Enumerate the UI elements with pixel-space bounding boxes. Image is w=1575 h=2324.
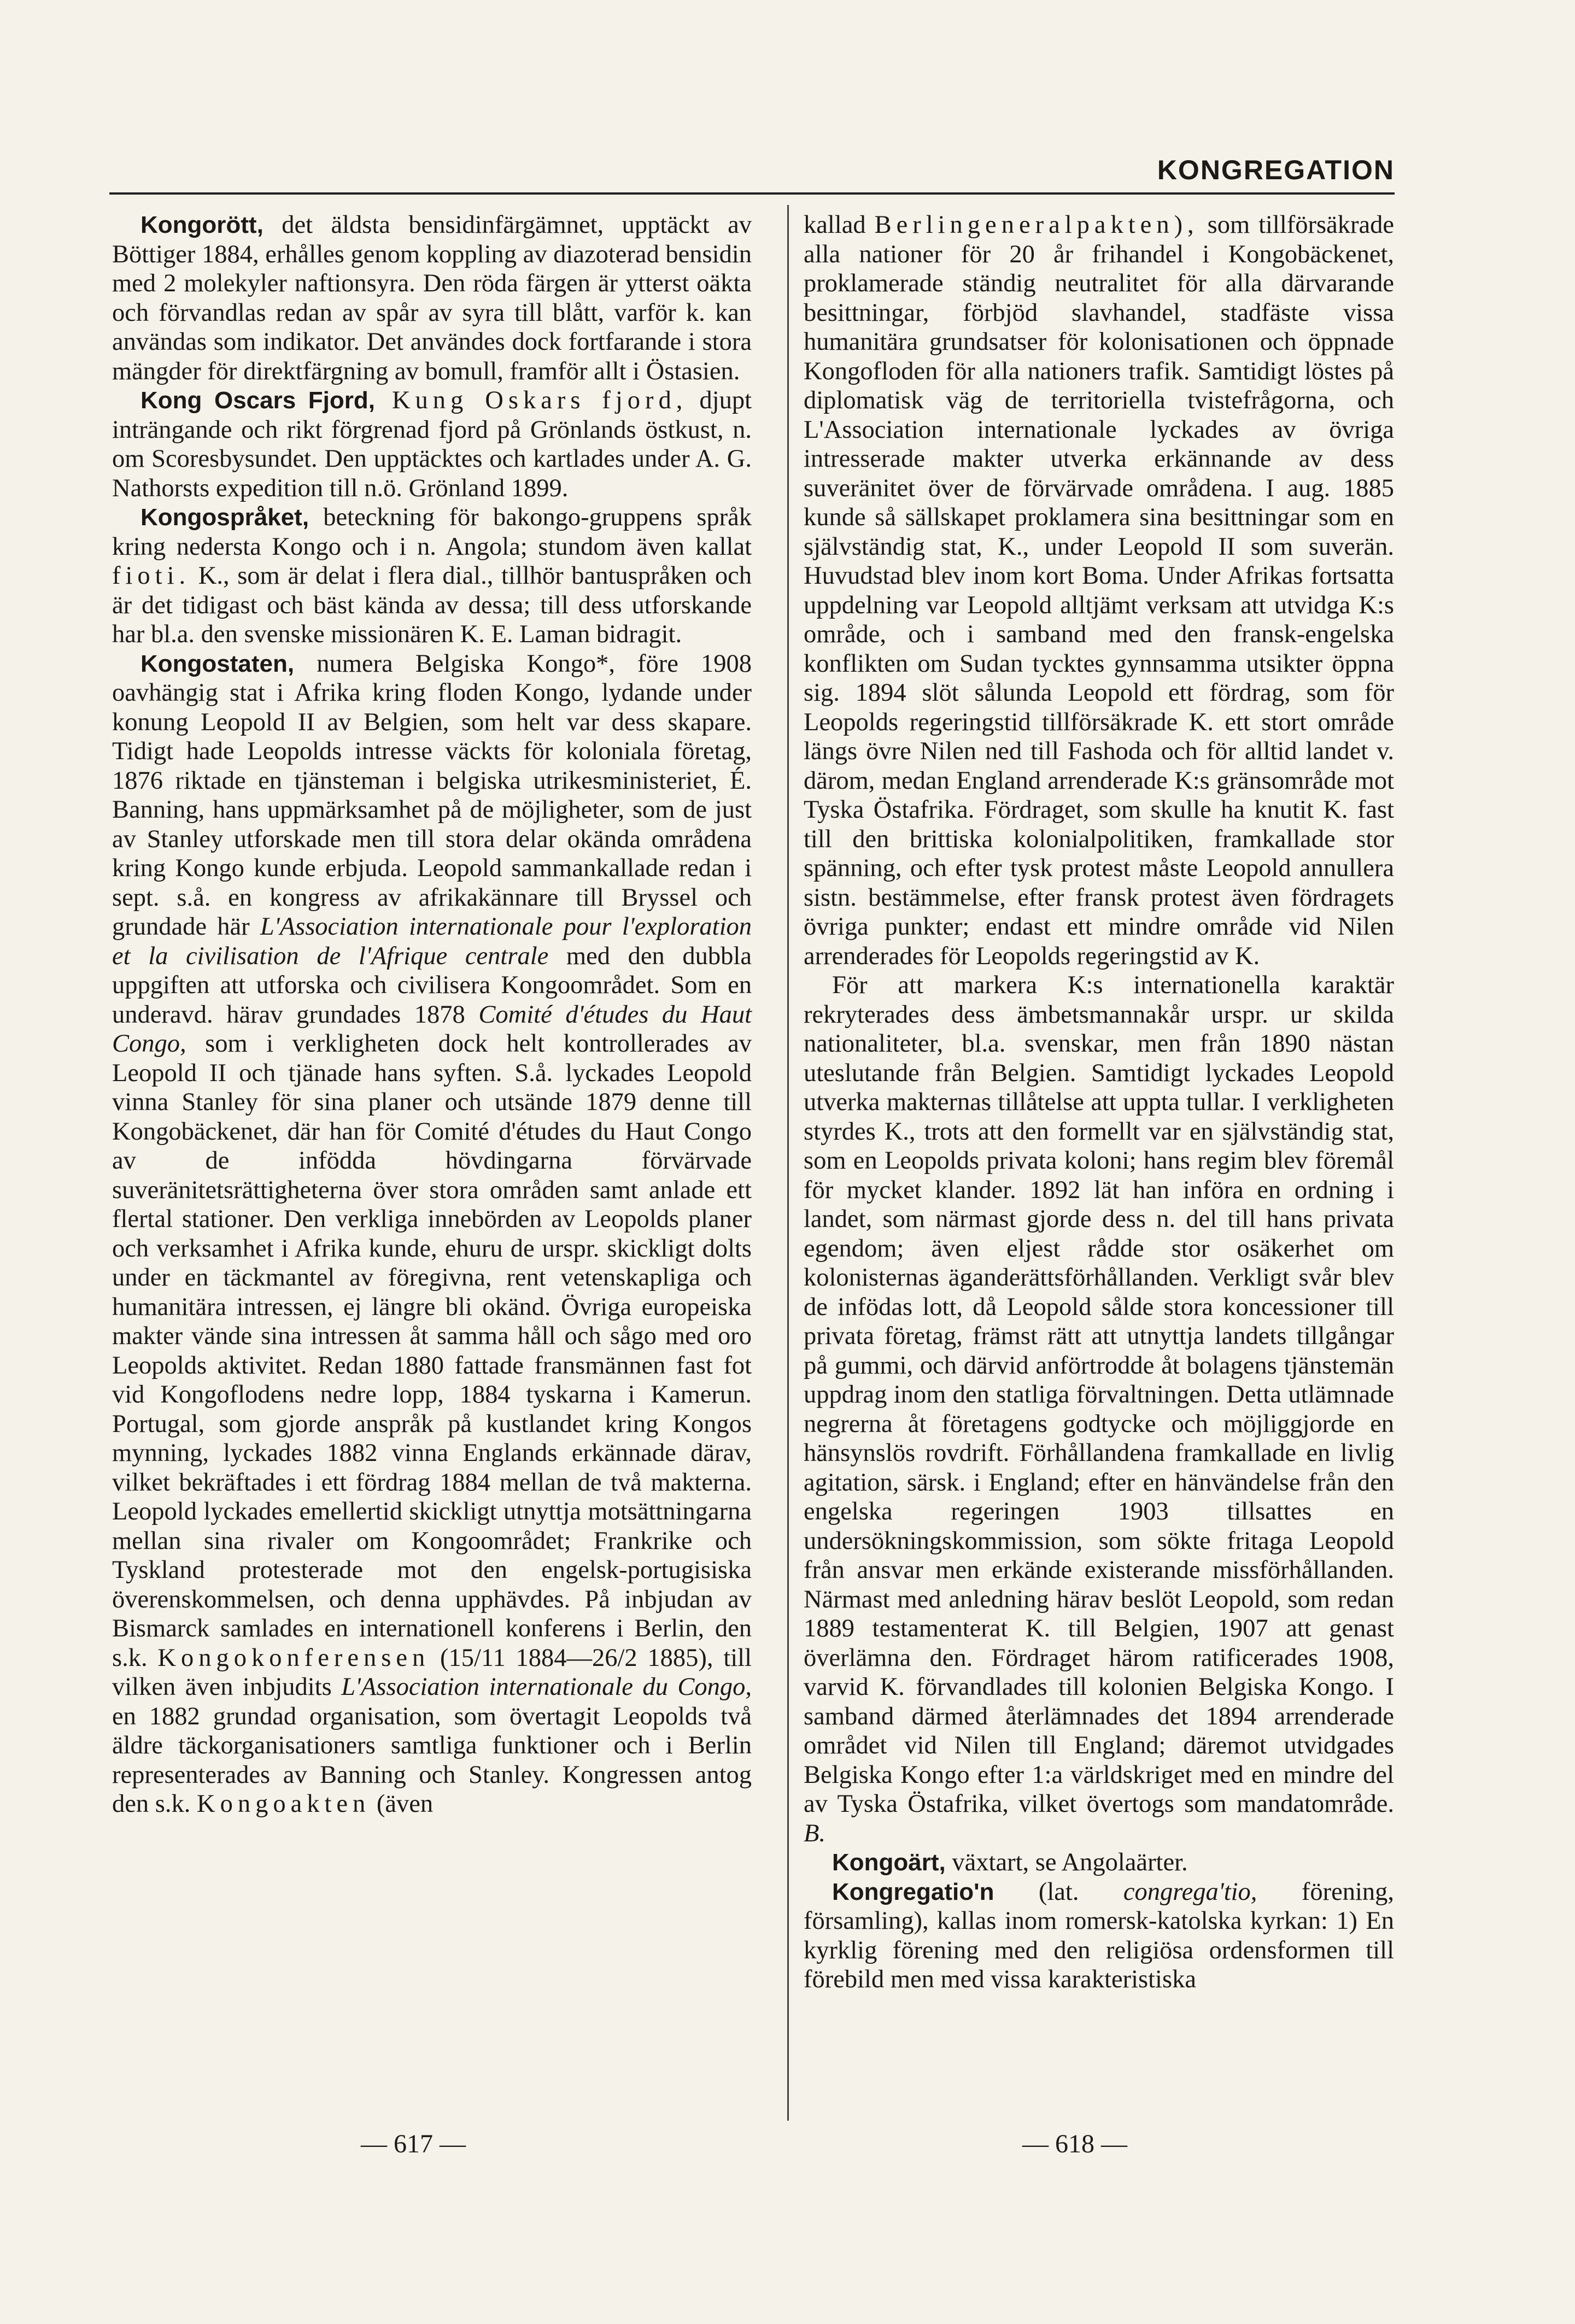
spaced-term: Berlingeneralpakten),: [874, 211, 1199, 239]
running-head: KONGREGATION: [1157, 155, 1395, 185]
headword: Kongostaten,: [140, 650, 295, 677]
entry-kongorott: [112, 210, 752, 386]
entry-kongoart: [804, 1848, 1394, 1877]
headword: Kongospråket,: [140, 504, 309, 531]
entry-text: kallad: [804, 211, 875, 239]
entry-kong-oscars-fjord: [112, 386, 752, 503]
column-divider: [787, 205, 789, 2121]
entry-text: som i verkligheten dock helt kontrollerades av Leopold II och tjänade hans syften. S.å. lyckades Leopold vinna Stanley för sina planer och utsände 1879 denne till Kongobäckenet, där han för Comité d'études du Haut Congo av de infödda hövdingarna förvärvade suveränitetsrättigheterna över stora områden samt anlade ett flertal stationer. Den verkliga innebörden av Leopolds planer och verksamhet i Afrika kunde, ehuru de urspr. skickligt dolts under en täckmantel av föregivna, rent vetenskapliga och humanitära intressen, ej längre bli okänd. Övriga europeiska makter vände sina intressen åt samma håll och sågo med oro Leopolds aktivitet. Redan 1880 fattade fransmännen fast fot vid Kongoflodens nedre lopp, 1884 tyskarna i Kamerun. Portugal, som gjorde anspråk på kustlandet kring Kongos mynning, lyckades 1882 vinna Englands erkännade därav, vilket bekräftades i ett fördrag 1884 mellan de två makterna. Leopold lyckades emellertid skickligt utnyttja motsättningarna mellan sina rivaler om Kongoområdet; Frankrike och Tyskland protesterade mot den engelsk-portugisiska överenskommelsen, och denna upphävdes. På inbjudan av Bismarck samlades en internationell konferens i Berlin, den s.k.: [112, 1030, 752, 1672]
left-column: [112, 210, 752, 1819]
italic-term: congrega'tio,: [1123, 1877, 1257, 1906]
spaced-term: Kongokonferensen: [157, 1644, 430, 1672]
entry-kongostaten-continued: [804, 210, 1394, 971]
entry-text: som tillförsäkrade alla nationer för 20 år frihandel i Kongobäckenet, proklamerade ständig neutralitet för alla därvarande besittningar, förbjöd slavhandel, stadfäste vissa humanitära grundsatser för kolonisationen och öppnade Kongofloden för alla nationers trafik. Samtidigt löstes på diplomatisk väg de territoriella tvistefrågorna, och L'Association internationale lyckades av övriga intresserade makter utverka erkännande av dess suveränitet över de förvärvade områdena. I aug. 1885 kunde så sällskapet proklamera sina besittningar som en självständig stat, K., under Leopold II som suverän. Huvudstad blev inom kort Boma. Under Afrikas fortsatta uppdelning var Leopold alltjämt verksam att utvidga K:s område, och i samband med den fransk-engelska konflikten om Sudan tycktes gynnsamma utsikter öppna sig. 1894 slöt sålunda Leopold ett fördrag, som för Leopolds regeringstid tillförsäkrade K. ett stort område längs övre Nilen ned till Fashoda och för alltid landet v. därom, medan England arrenderade K:s gränsområde mot Tyska Östafrika. Fördraget, som skulle ha knutit K. fast till den brittiska kolonialpolitiken, framkallade stor spänning, och efter tysk protest måste Leopold annullera sistn. bestämmelse, efter fransk protest även fördragets övriga punkter; endast ett mindre område vid Nilen arrenderades för Leopolds regeringstid av K.: [804, 211, 1394, 970]
entry-text: För att markera K:s internationella karaktär rekryterades dess ämbetsmannakår urspr. ur skilda nationaliteter, bl.a. svenskar, men från 1890 nästan uteslutande från Belgien. Samtidigt lyckades Leopold utverka makternas tillåtelse att uppta tullar. I verkligheten styrdes K., trots att den formellt var en självständig stat, som en Leopolds privata koloni; hans regim blev föremål för mycket klander. 1892 lät han införa en ordning i landet, som närmast gjorde dess n. del till hans privata egendom; även eljest rådde stor osäkerhet om kolonisternas äganderättsförhållanden. Verkligt svår blev de infödas lott, då Leopold sålde stora koncessioner till privata företag, främst rätt att utnyttja landets tillgångar på gummi, och därvid anförtrodde åt bolagens tjänstemän uppdrag inom den statliga förvaltningen. Detta utlämnade negrerna åt företagens godtycke och möjliggjorde en hänsynslös rovdrift. Förhållandena framkallade en livlig agitation, särsk. i England; efter en hänvändelse från den engelska regeringen 1903 tillsattes en undersökningskommission, som sökte fritaga Leopold från ansvar men erkände existerande missförhållanden. Närmast med anledning härav beslöt Leopold, som redan 1889 testamenterat K. till Belgien, 1907 att genast överlämna den. Fördraget härom ratificerades 1908, varvid K. förvandlades till kolonien Belgiska Kongo. I samband därmed återlämnades det 1894 arrenderade området vid Nilen till England; däremot utvidgades Belgiska Kongo efter 1:a världskriget med en mindre del av Tyska Östafrika, vilket övertogs som mandatområde.: [804, 971, 1394, 1818]
entry-text: med den dubbla uppgiften att utforska och civilisera Kongoområdet. Som en underavd. härav grundades 1878: [112, 942, 752, 1029]
entry-text: det äldsta bensidinfärgämnet, upptäckt av Böttiger 1884, erhålles genom koppling av diazoterad bensidin med 2 molekyler naftionsyra. Den röda färgen är ytterst oäkta och förvandlas redan av spår av syra till blått, varför k. kan användas som indikator. Det användes dock fortfarande i stora mängder för direktfärgning av bomull, framför allt i Östasien.: [112, 211, 752, 385]
entry-text: numera Belgiska Kongo*, före 1908 oavhängig stat i Afrika kring floden Kongo, lydande under konung Leopold II av Belgien, som helt var dess skapare. Tidigt hade Leopolds intresse väckts för koloniala företag, 1876 riktade en tjänsteman i belgiska utrikesministeriet, É. Banning, hans uppmärksamhet på de möjligheter, som de just av Stanley utforskade men till stora delar okända områdena kring Kongo kunde erbjuda. Leopold sammankallade redan i sept. s.å. en kongress av afrikakännare till Bryssel och grundade här: [112, 649, 752, 941]
entry-text: beteckning för bakongo-gruppens språk kring nedersta Kongo och i n. Angola; stundom även kallat: [112, 503, 752, 561]
headword: Kongorött,: [140, 212, 264, 238]
headword: Kongregatio'n: [832, 1878, 994, 1905]
headword: Kongoärt,: [832, 1849, 946, 1876]
headword: Kong Oscars Fjord,: [140, 387, 375, 414]
entry-text: djupt inträngande och rikt förgrenad fjord på Grönlands östkust, n. om Scoresbysundet. Den upptäcktes och kartlades under A. G. Nathorsts expedition till n.ö. Grönland 1899.: [112, 386, 752, 502]
header-rule: [109, 192, 1395, 195]
entry-kongostaten-paragraph: [804, 971, 1394, 1848]
right-column: [804, 210, 1394, 1994]
italic-term: L'Association internationale pour l'exploration et la civilisation de l'Afrique centrale: [112, 913, 752, 970]
author-signature: B.: [804, 1819, 826, 1847]
entry-text: (15/11 1884—26/2 1885), till vilken även inbjudits: [112, 1644, 752, 1701]
spaced-term: fioti.: [112, 562, 191, 590]
spaced-term: Kongoakten: [197, 1790, 371, 1818]
entry-text: (även: [370, 1790, 434, 1818]
entry-kongospraket: [112, 503, 752, 649]
page-number-right: — 618 —: [1022, 2129, 1127, 2158]
entry-kongregation: [804, 1877, 1394, 1994]
entry-text: en 1882 grundad organisation, som övertagit Leopolds två äldre täckorganisationers samtliga funktioner och i Berlin representerades av Banning och Stanley. Kongressen antog den s.k.: [112, 1702, 752, 1818]
page-number-left: — 617 —: [361, 2129, 466, 2158]
italic-term: L'Association internationale du Congo,: [341, 1673, 752, 1701]
spaced-term: Kung Oskars fjord,: [375, 386, 688, 414]
italic-term: Comité d'études du Haut Congo,: [112, 1000, 752, 1058]
entry-text: K., som är delat i flera dial., tillhör bantuspråken och är det tidigast och bäst kända av dessa; till dess utforskande har bl.a. den svenske missionären K. E. Laman bidragit.: [112, 562, 752, 648]
entry-text: (lat.: [994, 1877, 1123, 1906]
entry-text: förening, församling), kallas inom romersk-katolska kyrkan: 1) En kyrklig förening med den religiösa ordensformen till förebild men med vissa karakteristiska: [804, 1877, 1395, 1993]
entry-text: växtart, se Angolaärter.: [945, 1848, 1188, 1876]
entry-kongostaten: [112, 649, 752, 1819]
